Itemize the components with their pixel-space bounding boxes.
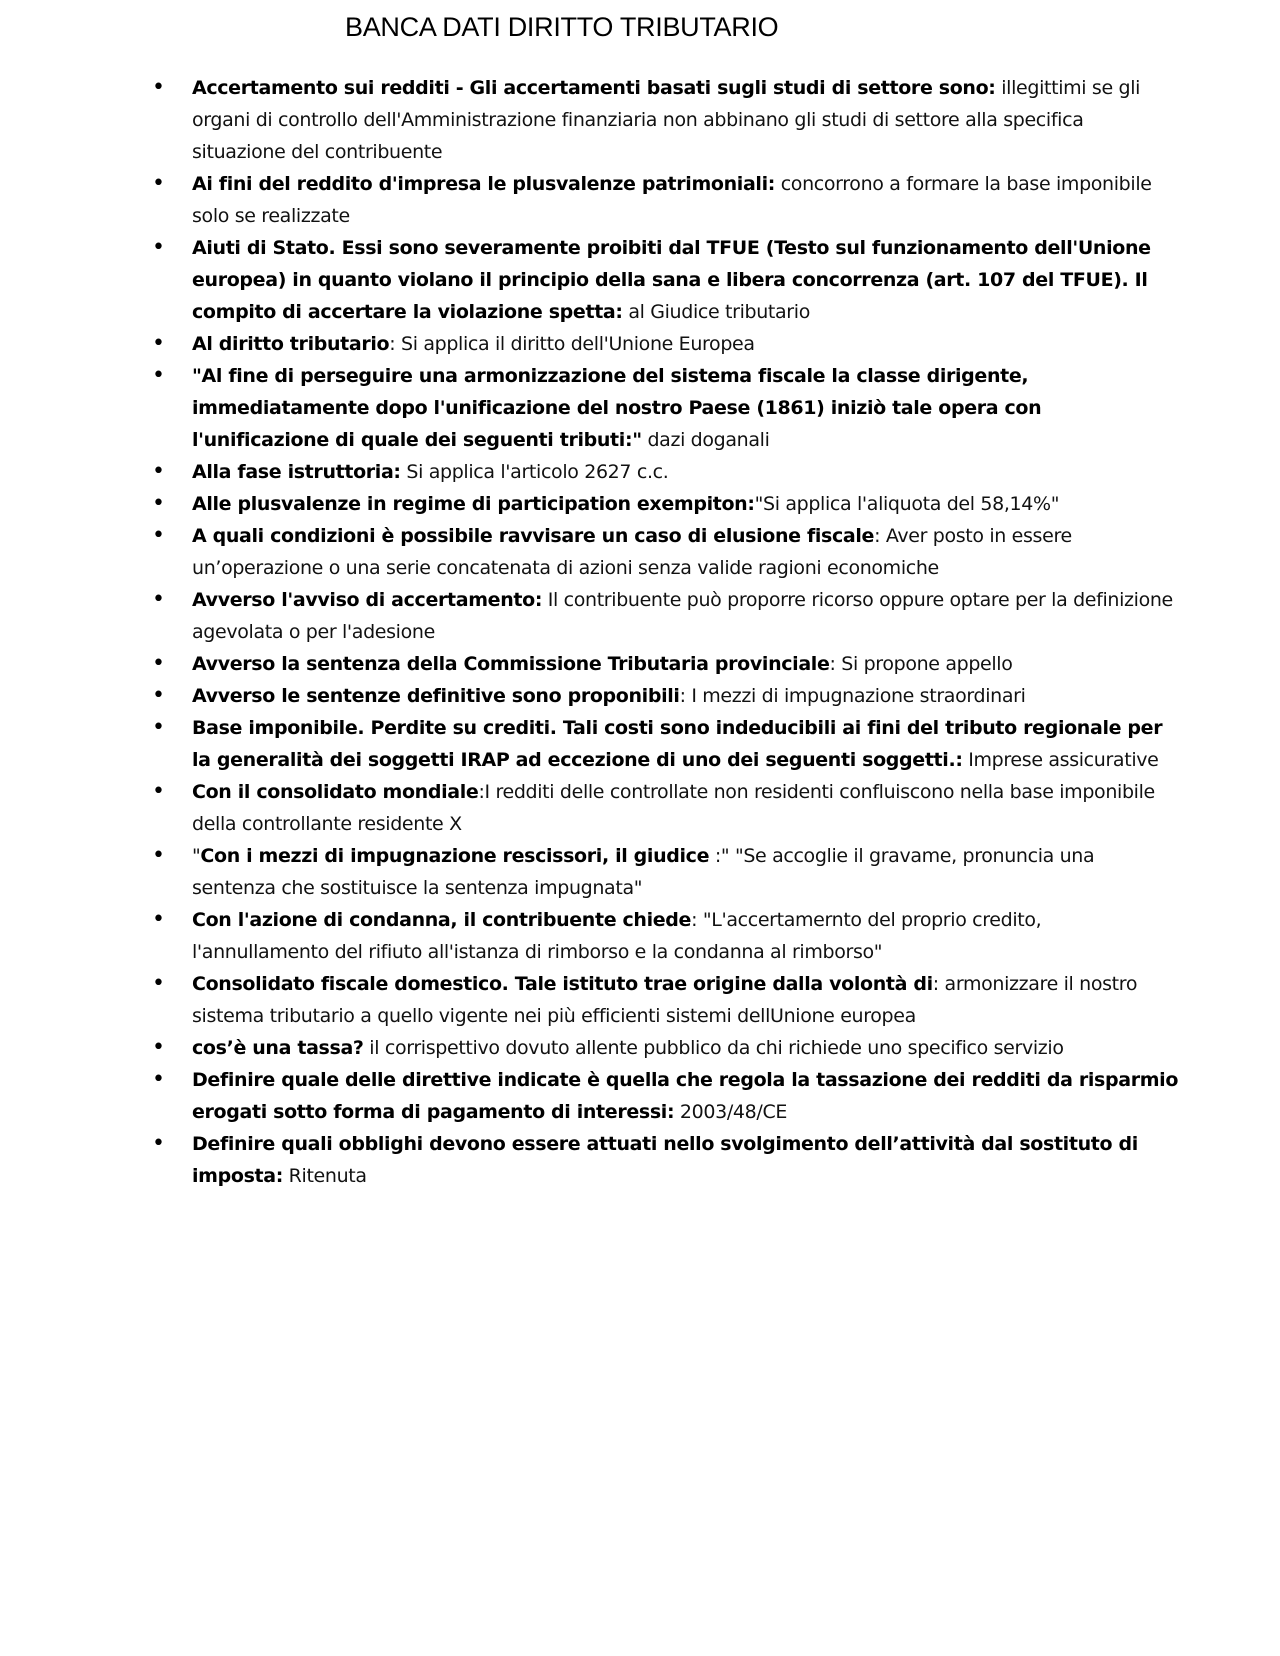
question-answer-list	[0, 72, 1280, 1192]
list-item	[0, 712, 1280, 776]
list-item	[0, 584, 1280, 648]
answer-prefix: "	[192, 845, 201, 867]
answer-text: illegittimi se gli organi di controllo dell'Amministrazione finanziaria non abbinano gli studi di settore alla specifica situazione del contribuente	[192, 77, 1141, 163]
list-item	[0, 840, 1280, 904]
bullet-icon: •	[152, 683, 165, 708]
bullet-icon: •	[152, 75, 165, 100]
answer-text: : armonizzare il nostro sistema tributario a quello vigente nei più efficienti sistemi dellUnione europea	[192, 973, 1138, 1027]
answer-text: : Si propone appello	[829, 653, 1013, 675]
list-item	[0, 168, 1280, 232]
list-item	[0, 488, 1280, 520]
list-item	[0, 232, 1280, 328]
question-text: Base imponibile. Perdite su crediti. Tali costi sono indeducibili ai fini del tributo regionale per la generalità dei soggetti IRAP ad eccezione di uno dei seguenti soggetti.:	[192, 717, 1163, 771]
question-text: cos’è una tassa?	[192, 1037, 364, 1059]
bullet-icon: •	[152, 1067, 165, 1092]
answer-text: : "L'accertamernto del proprio credito, l'annullamento del rifiuto all'istanza di rimborso e la condanna al rimborso"	[192, 909, 1042, 963]
bullet-icon: •	[152, 171, 165, 196]
list-item	[0, 328, 1280, 360]
answer-text: : I mezzi di impugnazione straordinari	[679, 685, 1026, 707]
bullet-icon: •	[152, 651, 165, 676]
list-item	[0, 680, 1280, 712]
list-item	[0, 360, 1280, 456]
question-text: Avverso l'avviso di accertamento:	[192, 589, 543, 611]
question-text: Al diritto tributario	[192, 333, 390, 355]
list-item	[0, 1128, 1280, 1192]
question-text: Alle plusvalenze in regime di participation exempiton:	[192, 493, 755, 515]
answer-text: :I redditi delle controllate non residenti confluiscono nella base imponibile della controllante residente X	[192, 781, 1155, 835]
document-title: BANCA DATI DIRITTO TRIBUTARIO	[345, 12, 779, 42]
question-text: Con l'azione di condanna, il contribuente chiede	[192, 909, 692, 931]
question-text: Ai fini del reddito d'impresa le plusvalenze patrimoniali:	[192, 173, 776, 195]
bullet-icon: •	[152, 1035, 165, 1060]
answer-text: : Si applica il diritto dell'Unione Europea	[389, 333, 755, 355]
question-text: Aiuti di Stato. Essi sono severamente proibiti dal TFUE (Testo sul funzionamento dell'Unione europea) in quanto violano il principio della sana e libera concorrenza (art. 107 del TFUE). Il compito di accertare la violazione spetta:	[192, 237, 1151, 323]
answer-text: al Giudice tributario	[622, 301, 810, 323]
list-item	[0, 968, 1280, 1032]
question-text: Accertamento sui redditi - Gli accertamenti basati sugli studi di settore sono:	[192, 77, 996, 99]
answer-text: dazi doganali	[641, 429, 770, 451]
answer-text: Il contribuente può proporre ricorso oppure optare per la definizione agevolata o per l'adesione	[192, 589, 1173, 643]
list-item	[0, 520, 1280, 584]
answer-text: Ritenuta	[282, 1165, 367, 1187]
bullet-icon: •	[152, 459, 165, 484]
question-text: Avverso le sentenze definitive sono proponibili	[192, 685, 680, 707]
question-text: A quali condizioni è possibile ravvisare un caso di elusione fiscale	[192, 525, 875, 547]
list-item	[0, 456, 1280, 488]
question-text: "Al fine di perseguire una armonizzazione del sistema fiscale la classe dirigente, immediatamente dopo l'unificazione del nostro Paese (1861) iniziò tale opera con l'unificazione di quale dei seguenti tributi:"	[192, 365, 1042, 451]
answer-text: Imprese assicurative	[962, 749, 1159, 771]
bullet-icon: •	[152, 523, 165, 548]
list-item	[0, 72, 1280, 168]
answer-text: il corrispettivo dovuto allente pubblico da chi richiede uno specifico servizio	[363, 1037, 1064, 1059]
bullet-icon: •	[152, 235, 165, 260]
answer-text: Si applica l'articolo 2627 c.c.	[400, 461, 669, 483]
bullet-icon: •	[152, 971, 165, 996]
list-item	[0, 776, 1280, 840]
answer-text: :" "Se accoglie il gravame, pronuncia una sentenza che sostituisce la sentenza impugnata"	[192, 845, 1095, 899]
bullet-icon: •	[152, 843, 165, 868]
list-item	[0, 1064, 1280, 1128]
question-text: Alla fase istruttoria:	[192, 461, 401, 483]
answer-text: concorrono a formare la base imponibile solo se realizzate	[192, 173, 1152, 227]
question-text: Definire quali obblighi devono essere attuati nello svolgimento dell’attività dal sostituto di imposta:	[192, 1133, 1138, 1187]
list-item	[0, 904, 1280, 968]
bullet-icon: •	[152, 587, 165, 612]
list-item	[0, 1032, 1280, 1064]
bullet-icon: •	[152, 1131, 165, 1156]
answer-text: : Aver posto in essere un’operazione o una serie concatenata di azioni senza valide ragioni economiche	[192, 525, 1072, 579]
bullet-icon: •	[152, 331, 165, 356]
answer-text: 2003/48/CE	[674, 1101, 788, 1123]
answer-text: "Si applica l'aliquota del 58,14%"	[754, 493, 1060, 515]
bullet-icon: •	[152, 363, 165, 388]
question-text: Con il consolidato mondiale	[192, 781, 479, 803]
question-text: Con i mezzi di impugnazione rescissori, il giudice	[200, 845, 710, 867]
bullet-icon: •	[152, 907, 165, 932]
question-text: Avverso la sentenza della Commissione Tributaria provinciale	[192, 653, 830, 675]
list-item	[0, 648, 1280, 680]
question-text: Definire quale delle direttive indicate è quella che regola la tassazione dei redditi da risparmio erogati sotto forma di pagamento di interessi:	[192, 1069, 1179, 1123]
bullet-icon: •	[152, 491, 165, 516]
question-text: Consolidato fiscale domestico. Tale istituto trae origine dalla volontà di	[192, 973, 933, 995]
bullet-icon: •	[152, 715, 165, 740]
bullet-icon: •	[152, 779, 165, 804]
